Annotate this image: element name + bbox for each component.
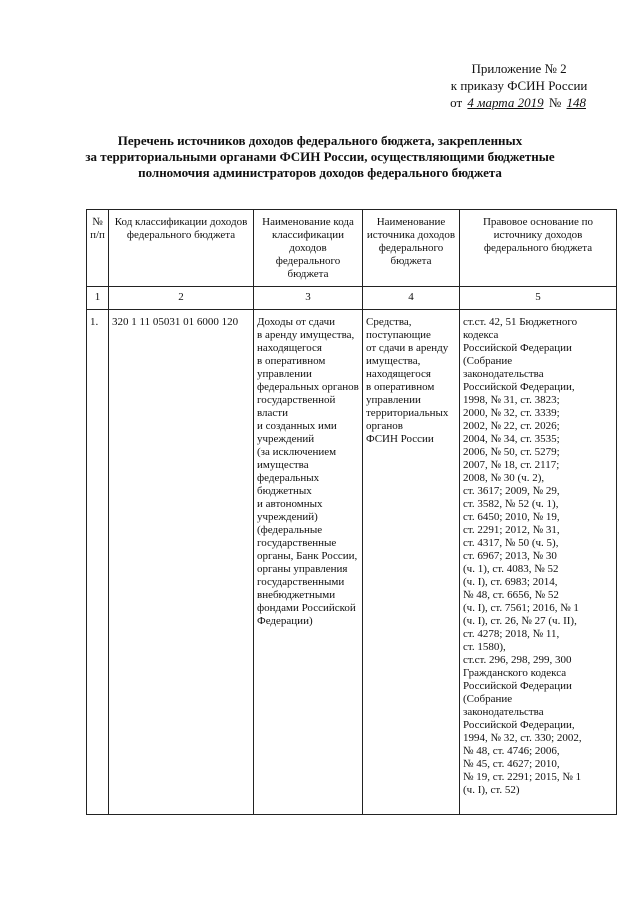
code-name: Доходы от сдачи в аренду имущества, находящегося в оперативном управлении федеральных органов государственной власти и созданных ими учреждений (за исключением имущества федеральных бюджетных и автономных учреждений) (федеральные государственные органы, Банк России, органы управления государственными внебюджетными фондами Российской Федерации) xyxy=(254,310,363,815)
classification-code: 320 1 11 05031 01 6000 120 xyxy=(109,310,254,815)
header-code-name: Наименование кода классификации доходов федерального бюджета xyxy=(254,210,363,287)
column-number: 5 xyxy=(460,287,617,310)
source-name: Средства, поступающие от сдачи в аренду имущества, находящегося в оперативном управлении территориальных органов ФСИН России xyxy=(363,310,460,815)
title-line-1: Перечень источников доходов федерального бюджета, закрепленных xyxy=(117,133,523,148)
header-source-name: Наименование источника доходов федерального бюджета xyxy=(363,210,460,287)
header-legal-basis: Правовое основание по источнику доходов федерального бюджета xyxy=(460,210,617,287)
order-number: 148 xyxy=(566,95,586,110)
column-number-row xyxy=(87,287,617,310)
number-label: № xyxy=(548,95,562,110)
column-number: 4 xyxy=(363,287,460,310)
appendix-order-ref: к приказу ФСИН России xyxy=(450,78,588,93)
title-line-3: полномочия администраторов доходов федерального бюджета xyxy=(138,165,502,180)
table-header-row xyxy=(87,210,617,287)
column-number: 1 xyxy=(87,287,109,310)
header-number: № п/п xyxy=(87,210,109,287)
header-code: Код классификации доходов федерального бюджета xyxy=(109,210,254,287)
column-number: 3 xyxy=(254,287,363,310)
appendix-block xyxy=(450,60,588,111)
title-line-2: за территориальными органами ФСИН России, осуществляющими бюджетные xyxy=(85,149,555,164)
appendix-order-date-line xyxy=(450,94,588,111)
table-row xyxy=(87,310,617,815)
legal-basis: ст.ст. 42, 51 Бюджетного кодекса Российской Федерации (Собрание законодательства Российской Федерации, 1998, № 31, ст. 3823; 2000, № 32, ст. 3339; 2002, № 22, ст. 2026; 2004, № 34, ст. 3535; 2006, № 50, ст. 5279; 2007, № 18, ст. 2117; 2008, № 30 (ч. 2), ст. 3617; 2009, № 29, ст. 3582, № 52 (ч. 1), ст. 6450; 2010, № 19, ст. 2291; 2012, № 31, ст. 4317, № 50 (ч. 5), ст. 6967; 2013, № 30 (ч. 1), ст. 4083, № 52 (ч. I), ст. 6983; 2014, № 48, ст. 6656, № 52 (ч. I), ст. 7561; 2016, № 1 (ч. I), ст. 26, № 27 (ч. II), ст. 4278; 2018, № 11, ст. 1580), ст.ст. 296, 298, 299, 300 Гражданского кодекса Российской Федерации (Собрание законодательства Российской Федерации, 1994, № 32, ст. 330; 2002, № 48, ст. 4746; 2006, № 45, ст. 4627; 2010, № 19, ст. 2291; 2015, № 1 (ч. I), ст. 52) xyxy=(460,310,617,815)
row-number: 1. xyxy=(87,310,109,815)
order-date: 4 марта 2019 xyxy=(467,95,544,110)
from-label: от xyxy=(450,95,463,110)
document-title xyxy=(60,133,580,181)
revenue-sources-table xyxy=(86,209,617,815)
appendix-title: Приложение № 2 xyxy=(471,61,567,76)
column-number: 2 xyxy=(109,287,254,310)
